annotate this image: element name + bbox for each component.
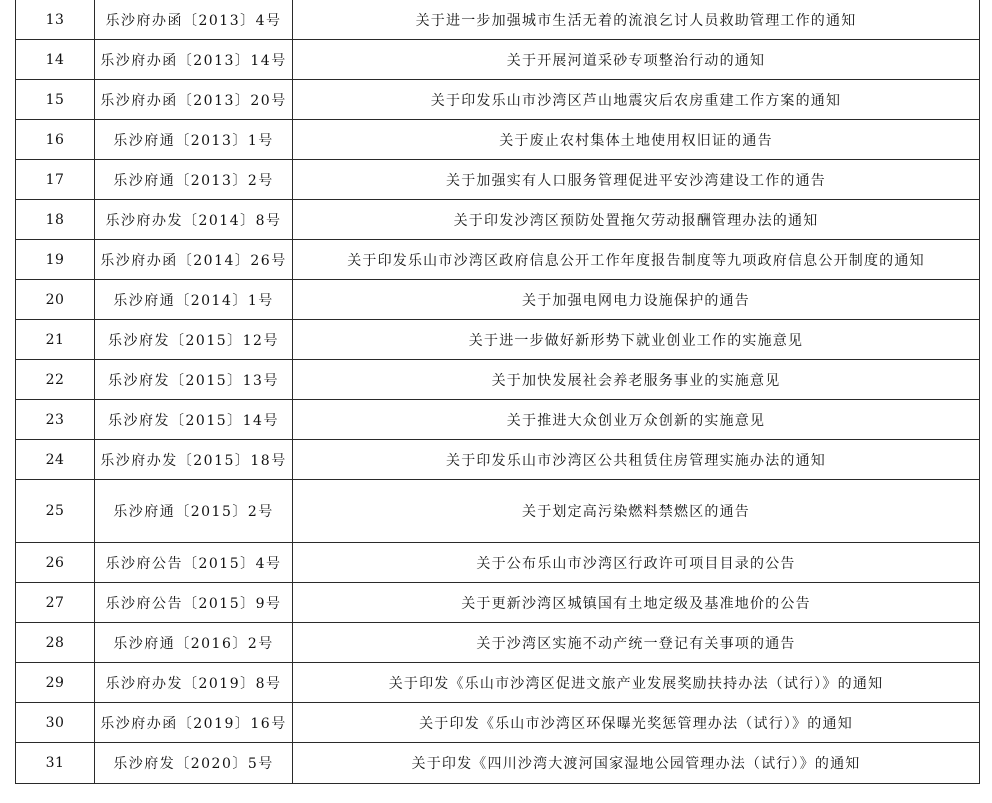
table-row — [16, 480, 980, 543]
table-row — [16, 240, 980, 280]
row-number: 16 — [16, 120, 95, 160]
document-title: 关于印发乐山市沙湾区政府信息公开工作年度报告制度等九项政府信息公开制度的通知 — [293, 240, 980, 280]
table-row — [16, 623, 980, 663]
row-number: 26 — [16, 543, 95, 583]
document-number: 乐沙府公告〔2015〕4号 — [95, 543, 293, 583]
document-title: 关于印发乐山市沙湾区公共租赁住房管理实施办法的通知 — [293, 440, 980, 480]
row-number: 22 — [16, 360, 95, 400]
document-number: 乐沙府办发〔2015〕18号 — [95, 440, 293, 480]
document-list-table — [15, 0, 980, 784]
row-number: 31 — [16, 743, 95, 784]
document-title: 关于印发《四川沙湾大渡河国家湿地公园管理办法（试行）》的通知 — [293, 743, 980, 784]
document-title: 关于印发沙湾区预防处置拖欠劳动报酬管理办法的通知 — [293, 200, 980, 240]
document-title: 关于划定高污染燃料禁燃区的通告 — [293, 480, 980, 543]
document-title: 关于沙湾区实施不动产统一登记有关事项的通告 — [293, 623, 980, 663]
document-title: 关于进一步做好新形势下就业创业工作的实施意见 — [293, 320, 980, 360]
document-number: 乐沙府通〔2016〕2号 — [95, 623, 293, 663]
document-number: 乐沙府通〔2013〕2号 — [95, 160, 293, 200]
table-row — [16, 663, 980, 703]
row-number: 28 — [16, 623, 95, 663]
row-number: 18 — [16, 200, 95, 240]
document-number: 乐沙府公告〔2015〕9号 — [95, 583, 293, 623]
document-number: 乐沙府办函〔2013〕20号 — [95, 80, 293, 120]
row-number: 27 — [16, 583, 95, 623]
document-title: 关于印发《乐山市沙湾区环保曝光奖惩管理办法（试行）》的通知 — [293, 703, 980, 743]
row-number: 20 — [16, 280, 95, 320]
row-number: 24 — [16, 440, 95, 480]
document-number: 乐沙府通〔2014〕1号 — [95, 280, 293, 320]
document-number: 乐沙府办函〔2014〕26号 — [95, 240, 293, 280]
table-row — [16, 583, 980, 623]
document-title: 关于印发《乐山市沙湾区促进文旅产业发展奖励扶持办法（试行）》的通知 — [293, 663, 980, 703]
table-row — [16, 440, 980, 480]
table-body — [16, 0, 980, 784]
document-number: 乐沙府办发〔2019〕8号 — [95, 663, 293, 703]
document-number: 乐沙府发〔2015〕13号 — [95, 360, 293, 400]
document-title: 关于进一步加强城市生活无着的流浪乞讨人员救助管理工作的通知 — [293, 0, 980, 40]
row-number: 30 — [16, 703, 95, 743]
table-row — [16, 40, 980, 80]
row-number: 13 — [16, 0, 95, 40]
table-row — [16, 543, 980, 583]
table-row — [16, 200, 980, 240]
document-number: 乐沙府办函〔2013〕14号 — [95, 40, 293, 80]
row-number: 23 — [16, 400, 95, 440]
table-row — [16, 360, 980, 400]
table-row — [16, 0, 980, 40]
document-title: 关于公布乐山市沙湾区行政许可项目目录的公告 — [293, 543, 980, 583]
document-number: 乐沙府办函〔2019〕16号 — [95, 703, 293, 743]
document-number: 乐沙府通〔2013〕1号 — [95, 120, 293, 160]
table-row — [16, 120, 980, 160]
row-number: 19 — [16, 240, 95, 280]
table-row — [16, 320, 980, 360]
table-row — [16, 703, 980, 743]
document-number: 乐沙府办发〔2014〕8号 — [95, 200, 293, 240]
table-row — [16, 743, 980, 784]
document-title: 关于加强电网电力设施保护的通告 — [293, 280, 980, 320]
row-number: 15 — [16, 80, 95, 120]
row-number: 14 — [16, 40, 95, 80]
document-number: 乐沙府办函〔2013〕4号 — [95, 0, 293, 40]
row-number: 17 — [16, 160, 95, 200]
table-row — [16, 280, 980, 320]
table-row — [16, 80, 980, 120]
document-number: 乐沙府发〔2015〕12号 — [95, 320, 293, 360]
document-number: 乐沙府发〔2020〕5号 — [95, 743, 293, 784]
row-number: 25 — [16, 480, 95, 543]
document-title: 关于废止农村集体土地使用权旧证的通告 — [293, 120, 980, 160]
document-number: 乐沙府发〔2015〕14号 — [95, 400, 293, 440]
table-row — [16, 400, 980, 440]
row-number: 29 — [16, 663, 95, 703]
document-title: 关于更新沙湾区城镇国有土地定级及基准地价的公告 — [293, 583, 980, 623]
document-title: 关于加快发展社会养老服务事业的实施意见 — [293, 360, 980, 400]
document-title: 关于推进大众创业万众创新的实施意见 — [293, 400, 980, 440]
document-title: 关于印发乐山市沙湾区芦山地震灾后农房重建工作方案的通知 — [293, 80, 980, 120]
document-title: 关于加强实有人口服务管理促进平安沙湾建设工作的通告 — [293, 160, 980, 200]
document-title: 关于开展河道采砂专项整治行动的通知 — [293, 40, 980, 80]
document-number: 乐沙府通〔2015〕2号 — [95, 480, 293, 543]
table-row — [16, 160, 980, 200]
row-number: 21 — [16, 320, 95, 360]
